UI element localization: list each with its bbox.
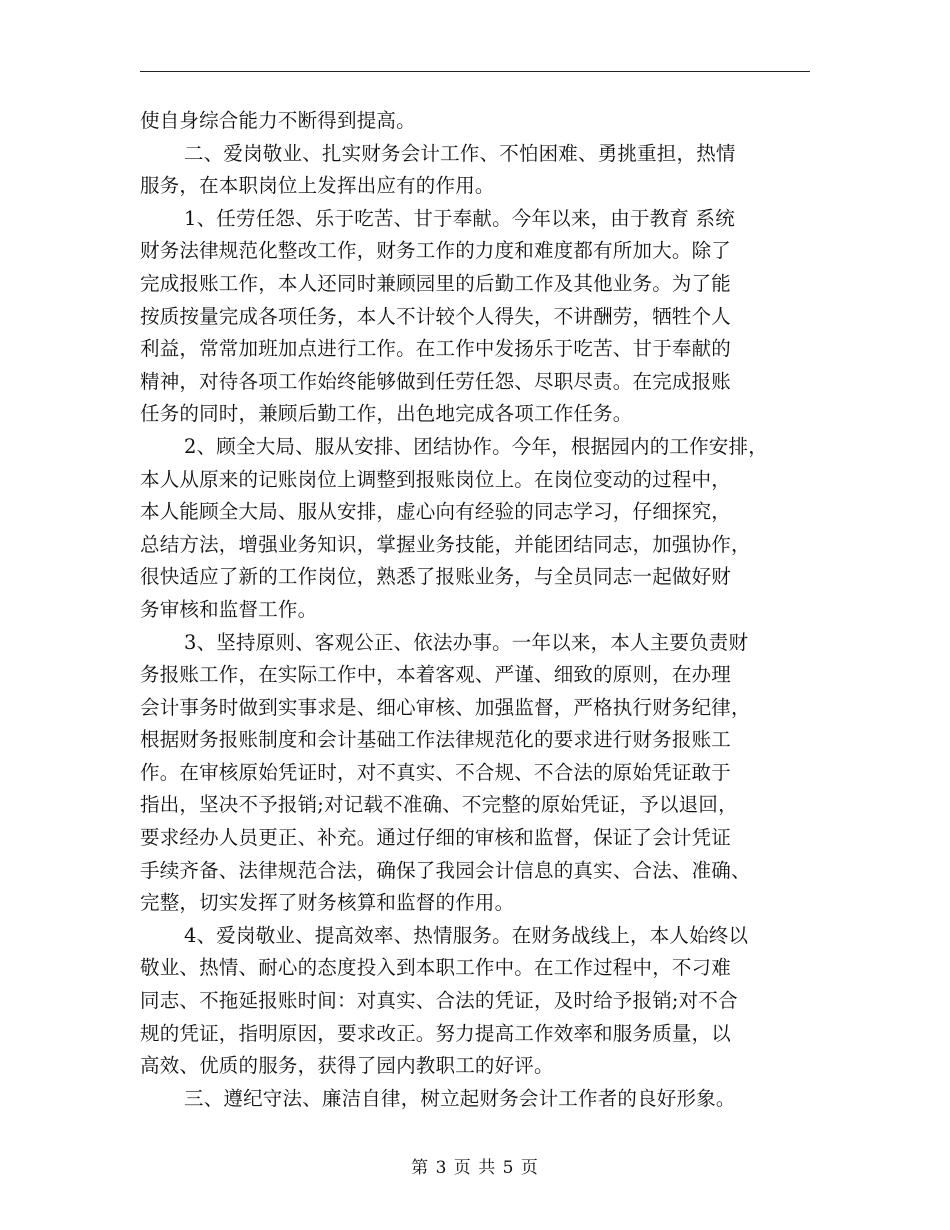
text-line: 2、顾全大局、服从安排、团结协作。今年，根据园内的工作安排， (184, 434, 768, 458)
text-line: 精神，对待各项工作始终能够做到任劳任怨、尽职尽责。在完成报账 (140, 369, 732, 393)
text-line: 要求经办人员更正、补充。通过仔细的审核和监督，保证了会计凭证 (140, 826, 732, 850)
text-line: 财务法律规范化整改工作，财务工作的力度和难度都有所加大。除了 (140, 239, 732, 263)
text-line: 务审核和监督工作。 (140, 597, 318, 621)
text-line: 同志、不拖延报账时间：对真实、合法的凭证，及时给予报销;对不合 (140, 989, 738, 1013)
text-line: 手续齐备、法律规范合法，确保了我园会计信息的真实、合法、准确、 (140, 858, 751, 882)
text-line: 按质按量完成各项任务，本人不计较个人得失，不讲酬劳，牺牲个人 (140, 304, 732, 328)
text-line: 二、爱岗敬业、扎实财务会计工作、不怕困难、勇挑重担，热情 (184, 141, 736, 165)
text-line: 敬业、热情、耐心的态度投入到本职工作中。在工作过程中，不刁难 (140, 956, 732, 980)
document-body (140, 105, 812, 1115)
text-line: 三、遵纪守法、廉洁自律，树立起财务会计工作者的良好形象。 (184, 1086, 736, 1110)
text-line: 使自身综合能力不断得到提高。 (140, 109, 416, 132)
text-line: 本人能顾全大局、服从安排，虚心向有经验的同志学习，仔细探究， (140, 500, 732, 524)
text-line: 指出，坚决不予报销;对记载不准确、不完整的原始凭证，予以退回， (140, 793, 738, 817)
text-line: 完成报账工作，本人还同时兼顾园里的后勤工作及其他业务。为了能 (140, 271, 732, 295)
text-line: 服务，在本职岗位上发挥出应有的作用。 (140, 174, 495, 198)
text-line: 很快适应了新的工作岗位，熟悉了报账业务，与全员同志一起做好财 (140, 565, 732, 589)
text-line: 高效、优质的服务，获得了园内教职工的好评。 (140, 1054, 554, 1078)
text-line: 任务的同时，兼顾后勤工作，出色地完成各项工作任务。 (140, 402, 633, 426)
text-line: 3、坚持原则、客观公正、依法办事。一年以来，本人主要负责财 (184, 630, 749, 654)
text-line: 利益，常常加班加点进行工作。在工作中发扬乐于吃苦、甘于奉献的 (140, 337, 732, 361)
page-footer: 第 3 页 共 5 页 (411, 1158, 539, 1178)
text-line: 本人从原来的记账岗位上调整到报账岗位上。在岗位变动的过程中， (140, 467, 732, 491)
header-rule (140, 71, 810, 72)
text-line: 4、爱岗敬业、提高效率、热情服务。在财务战线上，本人始终以 (184, 923, 749, 947)
text-line: 作。在审核原始凭证时，对不真实、不合规、不合法的原始凭证敢于 (140, 760, 732, 784)
text-line: 根据财务报账制度和会计基础工作法律规范化的要求进行财务报账工 (140, 728, 732, 752)
text-line: 规的凭证，指明原因，要求改正。努力提高工作效率和服务质量，以 (140, 1021, 732, 1045)
text-line: 完整，切实发挥了财务核算和监督的作用。 (140, 891, 515, 915)
text-line: 务报账工作，在实际工作中，本着客观、严谨、细致的原则，在办理 (140, 663, 732, 687)
text-line: 1、任劳任怨、乐于吃苦、甘于奉献。今年以来，由于教育 系统 (184, 206, 735, 230)
text-line: 总结方法，增强业务知识，掌握业务技能，并能团结同志，加强协作， (140, 532, 751, 556)
text-line: 会计事务时做到实事求是、细心审核、加强监督，严格执行财务纪律， (140, 695, 751, 719)
